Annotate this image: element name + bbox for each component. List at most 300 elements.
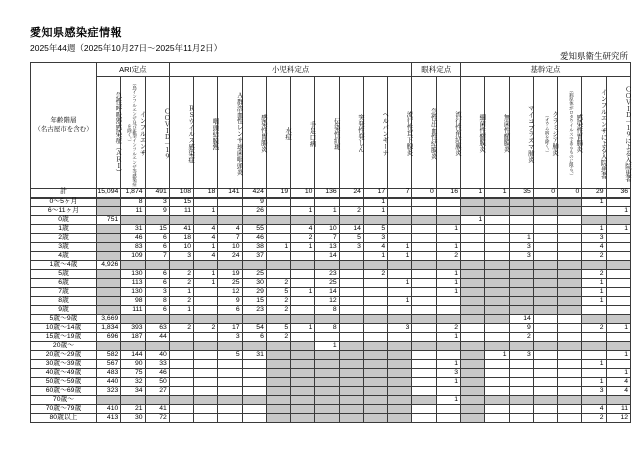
table-cell bbox=[315, 198, 339, 207]
table-cell bbox=[291, 306, 315, 315]
table-cell: 1 bbox=[436, 270, 460, 279]
table-cell bbox=[412, 198, 436, 207]
table-cell: 111 bbox=[121, 306, 145, 315]
table-cell bbox=[218, 396, 242, 405]
table-cell: 4 bbox=[218, 225, 242, 234]
table-cell: 3 bbox=[169, 252, 193, 261]
table-cell: 2 bbox=[339, 207, 363, 216]
table-cell bbox=[194, 387, 218, 396]
table-cell: 15,094 bbox=[97, 189, 121, 198]
table-cell: 1,874 bbox=[121, 189, 145, 198]
column-header-label: 咽頭結膜熱 bbox=[211, 117, 219, 150]
table-cell bbox=[558, 315, 582, 324]
table-cell bbox=[266, 342, 290, 351]
table-cell bbox=[582, 369, 606, 378]
table-cell: 424 bbox=[242, 189, 266, 198]
column-header-label: 流行性角結膜炎 bbox=[453, 111, 461, 156]
table-cell bbox=[339, 315, 363, 324]
table-cell bbox=[194, 351, 218, 360]
table-cell: 1 bbox=[194, 243, 218, 252]
table-cell bbox=[485, 396, 509, 405]
column-header bbox=[460, 77, 484, 189]
table-cell bbox=[606, 360, 630, 369]
row-label: 0歳 bbox=[31, 216, 97, 225]
table-cell: 1 bbox=[436, 225, 460, 234]
table-cell: 15 bbox=[145, 225, 169, 234]
table-cell bbox=[436, 216, 460, 225]
table-cell bbox=[485, 198, 509, 207]
table-cell bbox=[194, 333, 218, 342]
table-cell bbox=[606, 252, 630, 261]
table-cell: 15 bbox=[242, 297, 266, 306]
group-header-0: ARI定点 bbox=[97, 63, 170, 77]
table-cell bbox=[558, 378, 582, 387]
table-cell bbox=[97, 225, 121, 234]
table-cell bbox=[363, 315, 387, 324]
table-cell: 1 bbox=[460, 216, 484, 225]
table-cell bbox=[145, 315, 169, 324]
table-cell: 1 bbox=[194, 270, 218, 279]
table-cell bbox=[218, 378, 242, 387]
table-cell bbox=[412, 333, 436, 342]
group-header-2: 眼科定点 bbox=[412, 63, 461, 77]
table-row bbox=[31, 324, 631, 333]
column-header-label: ＣＯＶＩＤ－１９による入院患者 bbox=[624, 85, 631, 182]
table-cell bbox=[412, 288, 436, 297]
table-row bbox=[31, 207, 631, 216]
table-cell bbox=[388, 414, 412, 423]
table-cell: 7 bbox=[145, 252, 169, 261]
table-row bbox=[31, 396, 631, 405]
table-cell bbox=[533, 279, 557, 288]
table-cell bbox=[436, 261, 460, 270]
group-header-1: 小児科定点 bbox=[169, 63, 412, 77]
table-cell bbox=[582, 306, 606, 315]
table-cell: 4,926 bbox=[97, 261, 121, 270]
table-cell bbox=[606, 306, 630, 315]
table-cell bbox=[218, 414, 242, 423]
table-cell bbox=[533, 360, 557, 369]
table-cell: 4 bbox=[582, 405, 606, 414]
table-cell: 8 bbox=[121, 198, 145, 207]
table-cell: 25 bbox=[315, 279, 339, 288]
table-cell bbox=[291, 261, 315, 270]
table-cell: 34 bbox=[121, 387, 145, 396]
table-cell: 75 bbox=[121, 369, 145, 378]
table-cell bbox=[145, 396, 169, 405]
table-cell bbox=[388, 378, 412, 387]
table-cell bbox=[121, 315, 145, 324]
table-cell bbox=[145, 216, 169, 225]
table-cell bbox=[291, 414, 315, 423]
row-label: 3歳 bbox=[31, 243, 97, 252]
table-cell bbox=[169, 315, 193, 324]
table-cell bbox=[291, 405, 315, 414]
table-cell: 144 bbox=[121, 351, 145, 360]
table-row bbox=[31, 342, 631, 351]
table-cell: 29 bbox=[242, 288, 266, 297]
table-cell: 29 bbox=[582, 189, 606, 198]
table-cell bbox=[266, 216, 290, 225]
table-cell bbox=[266, 387, 290, 396]
table-cell bbox=[606, 297, 630, 306]
table-cell: 18 bbox=[169, 234, 193, 243]
table-cell bbox=[97, 297, 121, 306]
table-cell bbox=[509, 360, 533, 369]
table-cell bbox=[460, 351, 484, 360]
table-cell bbox=[242, 315, 266, 324]
table-cell bbox=[436, 234, 460, 243]
table-cell: 1 bbox=[169, 288, 193, 297]
column-header-label: 流行性耳下腺炎 bbox=[405, 111, 413, 156]
table-cell bbox=[485, 288, 509, 297]
table-cell bbox=[363, 405, 387, 414]
table-cell bbox=[194, 405, 218, 414]
table-cell bbox=[315, 315, 339, 324]
table-cell: 90 bbox=[121, 360, 145, 369]
table-cell: 55 bbox=[242, 225, 266, 234]
table-cell bbox=[218, 198, 242, 207]
table-cell bbox=[460, 378, 484, 387]
row-label: 6～11ヶ月 bbox=[31, 207, 97, 216]
table-row bbox=[31, 414, 631, 423]
table-cell bbox=[339, 270, 363, 279]
table-cell: 26 bbox=[242, 207, 266, 216]
column-header-label: 手足口病 bbox=[308, 120, 316, 147]
table-cell bbox=[460, 261, 484, 270]
table-cell bbox=[339, 279, 363, 288]
table-cell: 37 bbox=[242, 252, 266, 261]
table-cell bbox=[460, 234, 484, 243]
table-cell: 1 bbox=[436, 360, 460, 369]
table-cell bbox=[606, 315, 630, 324]
table-cell bbox=[533, 315, 557, 324]
table-row bbox=[31, 198, 631, 207]
table-cell bbox=[582, 315, 606, 324]
table-cell bbox=[412, 324, 436, 333]
table-cell bbox=[606, 333, 630, 342]
table-cell: 1 bbox=[315, 207, 339, 216]
table-cell bbox=[582, 342, 606, 351]
table-cell bbox=[533, 261, 557, 270]
table-cell bbox=[485, 306, 509, 315]
table-cell bbox=[509, 378, 533, 387]
row-label: 70歳～ bbox=[31, 396, 97, 405]
table-cell bbox=[218, 216, 242, 225]
page-title: 愛知県感染症情報 bbox=[30, 27, 122, 39]
column-header bbox=[194, 77, 218, 189]
table-cell bbox=[194, 198, 218, 207]
table-cell bbox=[266, 315, 290, 324]
table-row bbox=[31, 288, 631, 297]
table-cell bbox=[558, 369, 582, 378]
table-cell bbox=[388, 207, 412, 216]
table-cell bbox=[363, 369, 387, 378]
column-header bbox=[242, 77, 266, 189]
table-cell: 6 bbox=[145, 243, 169, 252]
table-cell bbox=[97, 306, 121, 315]
table-cell bbox=[315, 261, 339, 270]
table-cell: 11 bbox=[121, 207, 145, 216]
table-cell bbox=[485, 342, 509, 351]
table-cell: 1 bbox=[436, 279, 460, 288]
table-row bbox=[31, 369, 631, 378]
column-header bbox=[97, 77, 121, 189]
table-cell: 14 bbox=[315, 288, 339, 297]
table-cell bbox=[606, 288, 630, 297]
table-cell: 1 bbox=[606, 369, 630, 378]
table-cell bbox=[218, 261, 242, 270]
table-cell bbox=[363, 306, 387, 315]
table-cell bbox=[509, 288, 533, 297]
table-cell: 40 bbox=[145, 351, 169, 360]
column-header-label: 感染性胃腸炎 bbox=[575, 114, 583, 153]
table-cell: 2 bbox=[194, 324, 218, 333]
table-cell bbox=[460, 225, 484, 234]
table-cell bbox=[533, 306, 557, 315]
table-cell bbox=[291, 333, 315, 342]
table-cell: 1 bbox=[485, 189, 509, 198]
column-header bbox=[315, 77, 339, 189]
table-cell bbox=[339, 360, 363, 369]
table-cell bbox=[460, 252, 484, 261]
table-cell bbox=[266, 207, 290, 216]
row-label: 7歳 bbox=[31, 288, 97, 297]
table-cell bbox=[509, 261, 533, 270]
table-cell bbox=[460, 396, 484, 405]
row-label: 2歳 bbox=[31, 234, 97, 243]
table-cell bbox=[339, 216, 363, 225]
table-cell: 0 bbox=[533, 189, 557, 198]
report-week-subtitle: 2025年44週（2025年10月27日～2025年11月2日） bbox=[30, 43, 223, 53]
table-cell bbox=[339, 369, 363, 378]
table-cell bbox=[460, 288, 484, 297]
table-cell bbox=[558, 216, 582, 225]
table-cell: 1 bbox=[436, 396, 460, 405]
table-row bbox=[31, 360, 631, 369]
table-cell bbox=[436, 351, 460, 360]
table-cell bbox=[363, 216, 387, 225]
table-cell bbox=[460, 270, 484, 279]
table-cell bbox=[291, 387, 315, 396]
table-cell: 1 bbox=[606, 324, 630, 333]
table-cell bbox=[388, 342, 412, 351]
table-cell: 2 bbox=[582, 252, 606, 261]
table-cell bbox=[509, 342, 533, 351]
table-cell bbox=[412, 270, 436, 279]
table-cell bbox=[339, 414, 363, 423]
table-cell bbox=[97, 207, 121, 216]
table-cell: 18 bbox=[194, 189, 218, 198]
table-cell: 2 bbox=[291, 234, 315, 243]
row-label: 9歳 bbox=[31, 306, 97, 315]
table-cell bbox=[558, 252, 582, 261]
table-cell bbox=[436, 315, 460, 324]
table-cell bbox=[533, 198, 557, 207]
table-cell bbox=[509, 207, 533, 216]
table-row bbox=[31, 189, 631, 198]
table-cell bbox=[509, 216, 533, 225]
table-cell bbox=[485, 414, 509, 423]
table-cell bbox=[388, 261, 412, 270]
table-cell: 130 bbox=[121, 288, 145, 297]
column-header-label: 感染性胃腸炎 bbox=[259, 114, 267, 153]
column-header-label: 急性出血性結膜炎 bbox=[429, 107, 437, 160]
row-label: 10歳～14歳 bbox=[31, 324, 97, 333]
table-cell: 38 bbox=[242, 243, 266, 252]
table-cell: 1 bbox=[363, 252, 387, 261]
table-cell: 1 bbox=[388, 297, 412, 306]
table-cell: 5 bbox=[218, 351, 242, 360]
column-header bbox=[218, 77, 242, 189]
table-cell bbox=[97, 342, 121, 351]
table-cell bbox=[558, 270, 582, 279]
table-cell bbox=[169, 342, 193, 351]
table-cell bbox=[266, 396, 290, 405]
table-cell: 4 bbox=[363, 243, 387, 252]
table-cell bbox=[412, 234, 436, 243]
table-cell: 1 bbox=[169, 306, 193, 315]
table-cell: 3 bbox=[582, 234, 606, 243]
table-cell bbox=[97, 279, 121, 288]
column-header bbox=[266, 77, 290, 189]
table-row bbox=[31, 387, 631, 396]
table-cell bbox=[266, 378, 290, 387]
column-header bbox=[533, 77, 557, 189]
institute-name: 愛知県衛生研究所 bbox=[559, 51, 628, 61]
table-cell: 19 bbox=[266, 189, 290, 198]
table-cell bbox=[218, 342, 242, 351]
table-cell bbox=[388, 396, 412, 405]
table-cell bbox=[291, 252, 315, 261]
table-cell: 483 bbox=[97, 369, 121, 378]
table-cell: 567 bbox=[97, 360, 121, 369]
table-cell: 4 bbox=[194, 252, 218, 261]
table-cell bbox=[558, 288, 582, 297]
table-cell bbox=[363, 261, 387, 270]
table-cell bbox=[582, 351, 606, 360]
row-label: 30歳～39歳 bbox=[31, 360, 97, 369]
table-cell: 2 bbox=[169, 270, 193, 279]
table-cell: 8 bbox=[145, 297, 169, 306]
table-cell bbox=[533, 333, 557, 342]
table-cell: 5 bbox=[339, 234, 363, 243]
table-cell: 6 bbox=[145, 306, 169, 315]
table-cell bbox=[606, 198, 630, 207]
table-cell bbox=[460, 333, 484, 342]
table-cell: 5 bbox=[266, 324, 290, 333]
column-header bbox=[412, 77, 436, 189]
table-cell: 98 bbox=[121, 297, 145, 306]
table-cell bbox=[194, 261, 218, 270]
table-cell bbox=[194, 360, 218, 369]
table-cell bbox=[533, 378, 557, 387]
table-cell bbox=[412, 261, 436, 270]
table-cell: 2 bbox=[169, 297, 193, 306]
table-cell: 7 bbox=[218, 234, 242, 243]
table-cell bbox=[485, 252, 509, 261]
row-label: 80歳以上 bbox=[31, 414, 97, 423]
table-cell bbox=[558, 261, 582, 270]
table-row bbox=[31, 252, 631, 261]
table-cell bbox=[97, 288, 121, 297]
table-cell: 1 bbox=[606, 225, 630, 234]
table-cell bbox=[121, 216, 145, 225]
row-label: 50歳～59歳 bbox=[31, 378, 97, 387]
table-cell bbox=[436, 198, 460, 207]
table-cell bbox=[242, 378, 266, 387]
table-cell bbox=[194, 216, 218, 225]
table-row bbox=[31, 234, 631, 243]
table-cell bbox=[485, 225, 509, 234]
table-cell bbox=[412, 378, 436, 387]
table-cell bbox=[485, 234, 509, 243]
table-cell: 6 bbox=[145, 234, 169, 243]
column-header-note: （病原体がロタウイルスであるものに限る。） bbox=[569, 88, 575, 179]
table-cell: 1 bbox=[582, 360, 606, 369]
table-cell: 4 bbox=[606, 387, 630, 396]
table-cell bbox=[97, 252, 121, 261]
table-cell bbox=[169, 396, 193, 405]
table-cell bbox=[194, 288, 218, 297]
table-cell bbox=[460, 279, 484, 288]
table-cell bbox=[412, 351, 436, 360]
table-cell bbox=[363, 324, 387, 333]
table-cell: 4 bbox=[606, 378, 630, 387]
table-cell bbox=[242, 216, 266, 225]
table-row bbox=[31, 306, 631, 315]
table-cell bbox=[582, 396, 606, 405]
table-cell: 4 bbox=[194, 225, 218, 234]
table-cell bbox=[363, 333, 387, 342]
table-cell bbox=[509, 279, 533, 288]
table-cell bbox=[558, 342, 582, 351]
table-cell: 4 bbox=[291, 225, 315, 234]
column-header bbox=[339, 77, 363, 189]
column-header-note: （オウム病を除く。） bbox=[545, 112, 551, 155]
table-cell bbox=[412, 243, 436, 252]
table-cell: 46 bbox=[242, 234, 266, 243]
table-cell: 17 bbox=[218, 324, 242, 333]
table-cell bbox=[606, 270, 630, 279]
table-cell bbox=[339, 405, 363, 414]
table-cell: 3 bbox=[363, 234, 387, 243]
table-cell bbox=[412, 369, 436, 378]
table-cell: 54 bbox=[242, 324, 266, 333]
table-cell: 696 bbox=[97, 333, 121, 342]
table-cell: 2 bbox=[436, 252, 460, 261]
table-cell: 12 bbox=[606, 414, 630, 423]
table-cell bbox=[558, 405, 582, 414]
table-cell: 15 bbox=[169, 198, 193, 207]
table-cell bbox=[436, 414, 460, 423]
column-header bbox=[363, 77, 387, 189]
table-row bbox=[31, 405, 631, 414]
table-cell bbox=[145, 261, 169, 270]
table-cell bbox=[412, 216, 436, 225]
table-cell: 25 bbox=[242, 270, 266, 279]
column-header-label: 水痘 bbox=[284, 127, 292, 140]
table-cell: 1 bbox=[606, 351, 630, 360]
table-cell bbox=[291, 216, 315, 225]
table-cell bbox=[558, 387, 582, 396]
table-cell bbox=[533, 351, 557, 360]
row-label: 計 bbox=[31, 189, 97, 198]
table-cell bbox=[412, 207, 436, 216]
table-cell: 2 bbox=[266, 279, 290, 288]
table-cell bbox=[436, 342, 460, 351]
table-cell: 31 bbox=[242, 351, 266, 360]
